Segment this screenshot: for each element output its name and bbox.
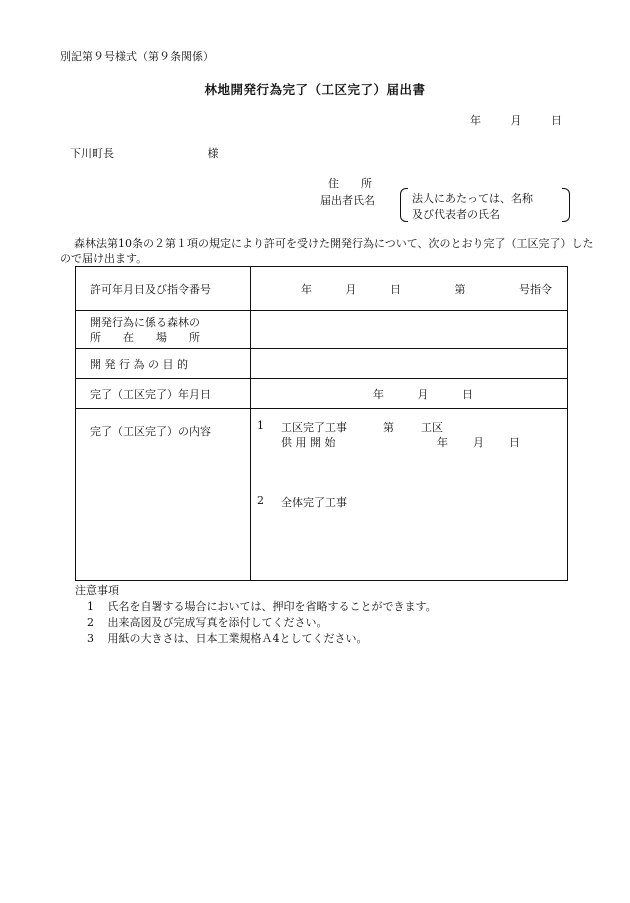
intro-paragraph: 森林法第10条の２第１項の規定により許可を受けた開発行為について、次のとおり完了（工区完了）したので届け出ます。 bbox=[60, 237, 594, 265]
forest-location-field[interactable] bbox=[251, 311, 568, 349]
permit-dai: 第 bbox=[454, 282, 466, 296]
list-item bbox=[75, 631, 437, 647]
item1-sub-text: 供 用 開 始 bbox=[281, 436, 336, 449]
address-label: 住 所 bbox=[328, 177, 372, 190]
purpose-field[interactable] bbox=[251, 349, 568, 379]
left-bracket bbox=[400, 188, 408, 222]
form-label: 別記第９号様式（第９条関係） bbox=[60, 50, 214, 63]
table-row bbox=[76, 379, 568, 409]
year-label: 年 bbox=[470, 114, 481, 127]
month-label: 月 bbox=[510, 114, 522, 127]
notes-heading: 注意事項 bbox=[75, 584, 119, 597]
item1-dai: 第 bbox=[383, 421, 394, 434]
permit-shirei: 号指令 bbox=[519, 282, 552, 296]
purpose-label: 開 発 行 為 の 目 的 bbox=[76, 349, 251, 379]
item1-text: 工区完了工事 bbox=[281, 421, 347, 434]
forest-location-label-line2: 所 在 場 所 bbox=[90, 330, 200, 344]
permit-month: 月 bbox=[345, 282, 357, 296]
document-title: 林地開発行為完了（工区完了）届出書 bbox=[204, 82, 426, 97]
right-bracket bbox=[562, 188, 570, 222]
note-number: 2 bbox=[87, 616, 94, 629]
filer-name-label: 届出者氏名 bbox=[320, 194, 375, 207]
submission-date bbox=[470, 112, 562, 128]
item1-sub-month: 月 bbox=[473, 436, 484, 449]
completion-content-field[interactable] bbox=[251, 409, 568, 581]
table-row bbox=[76, 349, 568, 379]
forest-location-label-line1: 開発行為に係る森林の bbox=[90, 315, 200, 329]
note-text: 出来高図及び完成写真を添付してください。 bbox=[107, 616, 328, 629]
completion-year: 年 bbox=[373, 387, 384, 401]
note-number: 1 bbox=[87, 600, 94, 613]
list-item bbox=[75, 615, 437, 631]
recipient-name: 下川町長 bbox=[70, 147, 114, 160]
table-row bbox=[76, 267, 568, 311]
corporation-note bbox=[400, 188, 570, 222]
item1-number: 1 bbox=[257, 419, 264, 432]
recipient-honorific: 様 bbox=[207, 147, 219, 160]
permit-value-field[interactable] bbox=[251, 267, 568, 311]
table-row bbox=[76, 311, 568, 349]
note-text: 氏名を自署する場合においては、押印を省略することができます。 bbox=[107, 600, 437, 613]
list-item bbox=[75, 599, 437, 615]
note-text: 用紙の大きさは、日本工業規格Ａ4としてください。 bbox=[107, 632, 368, 645]
item1-sub-day: 日 bbox=[509, 436, 520, 449]
completion-date-field[interactable] bbox=[251, 379, 568, 409]
recipient bbox=[70, 145, 219, 161]
item2-text: 全体完了工事 bbox=[281, 496, 347, 509]
completion-content-label: 完了（工区完了）の内容 bbox=[76, 409, 251, 581]
completion-day: 日 bbox=[462, 387, 473, 401]
item1-kouku: 工区 bbox=[421, 421, 443, 434]
permit-day: 日 bbox=[390, 282, 401, 296]
item2-number: 2 bbox=[257, 494, 264, 507]
form-table bbox=[75, 266, 568, 581]
item1-sub-year: 年 bbox=[437, 436, 448, 449]
corporation-note-line1: 法人にあたっては、名称 bbox=[412, 192, 533, 205]
completion-date-label: 完了（工区完了）年月日 bbox=[76, 379, 251, 409]
completion-month: 月 bbox=[417, 387, 429, 401]
corporation-note-line2: 及び代表者の氏名 bbox=[412, 208, 500, 221]
table-row bbox=[76, 409, 568, 581]
permit-label: 許可年月日及び指令番号 bbox=[76, 267, 251, 311]
permit-year: 年 bbox=[301, 282, 312, 296]
note-number: 3 bbox=[87, 632, 94, 645]
notes-section bbox=[75, 583, 437, 647]
day-label: 日 bbox=[551, 114, 562, 127]
forest-location-label bbox=[76, 311, 251, 349]
